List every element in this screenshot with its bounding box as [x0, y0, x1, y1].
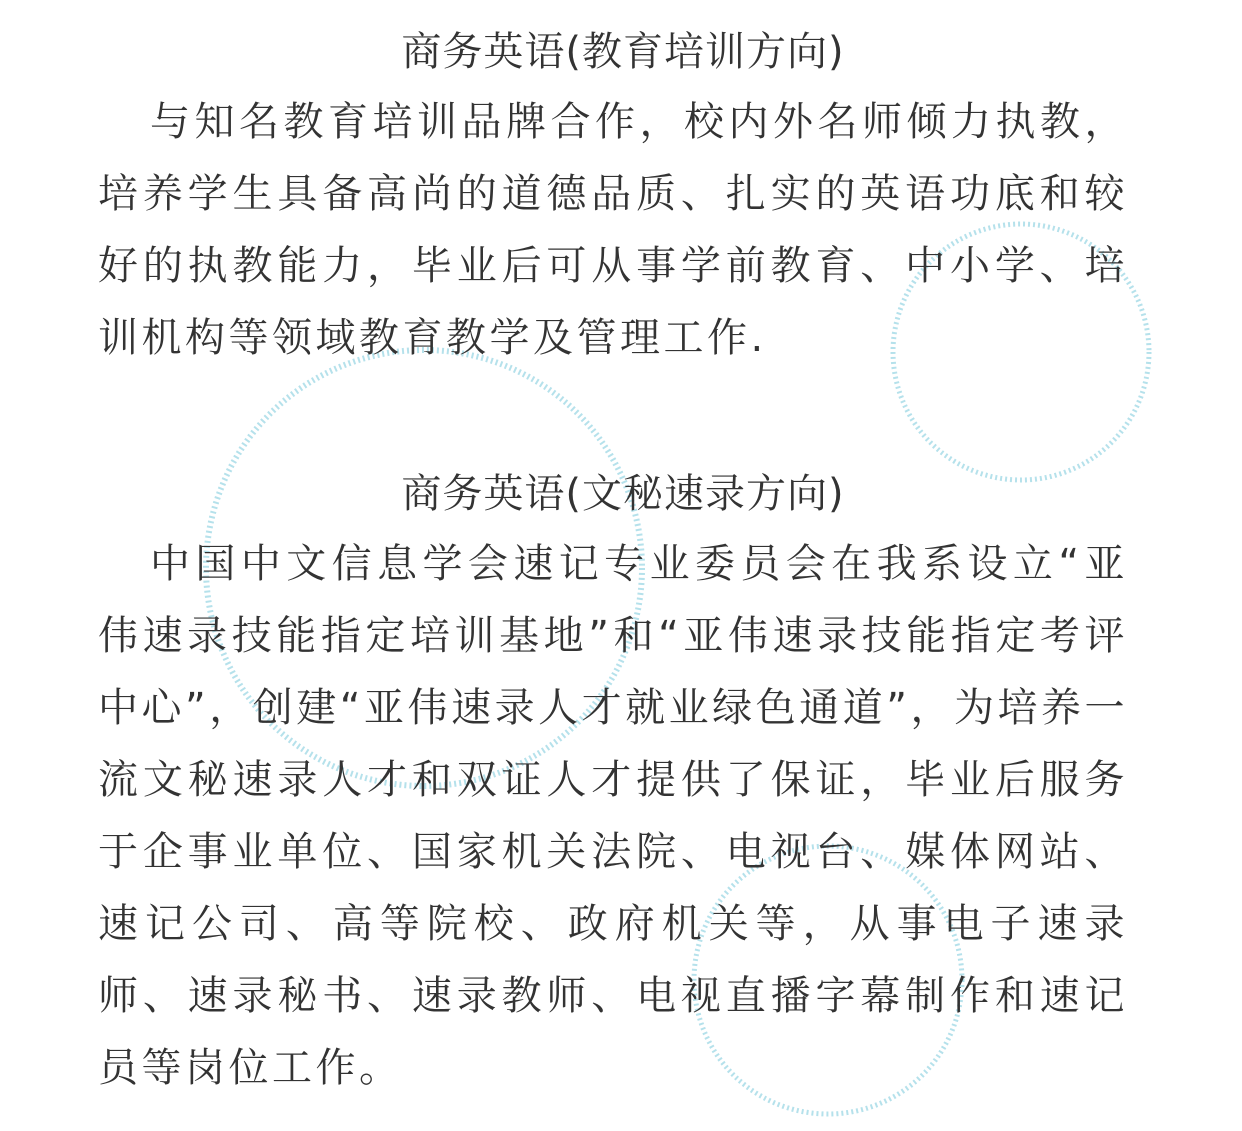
section-secretary-stenography — [98, 464, 1148, 1104]
section-body: 与知名教育培训品牌合作，校内外名师倾力执教，培养学生具备高尚的道德品质、扎实的英语功底和较好的执教能力，毕业后可从事学前教育、中小学、培训机构等领域教育教学及管理工作. — [98, 99, 1128, 361]
main-content — [98, 22, 1148, 1104]
section-title: 商务英语(教育培训方向) — [401, 29, 845, 75]
section-body: 中国中文信息学会速记专业委员会在我系设立“亚伟速录技能指定培训基地”和“亚伟速录技能指定考评中心”，创建“亚伟速录人才就业绿色通道”，为培养一流文秘速录人才和双证人才提供了保证，毕业后服务于企事业单位、国家机关法院、电视台、媒体网站、速记公司、高等院校、政府机关等，从事电子速录师、速录秘书、速录教师、电视直播字幕制作和速记员等岗位工作。 — [98, 541, 1128, 1091]
section-education-training — [98, 22, 1148, 374]
section-title: 商务英语(文秘速录方向) — [401, 471, 845, 517]
